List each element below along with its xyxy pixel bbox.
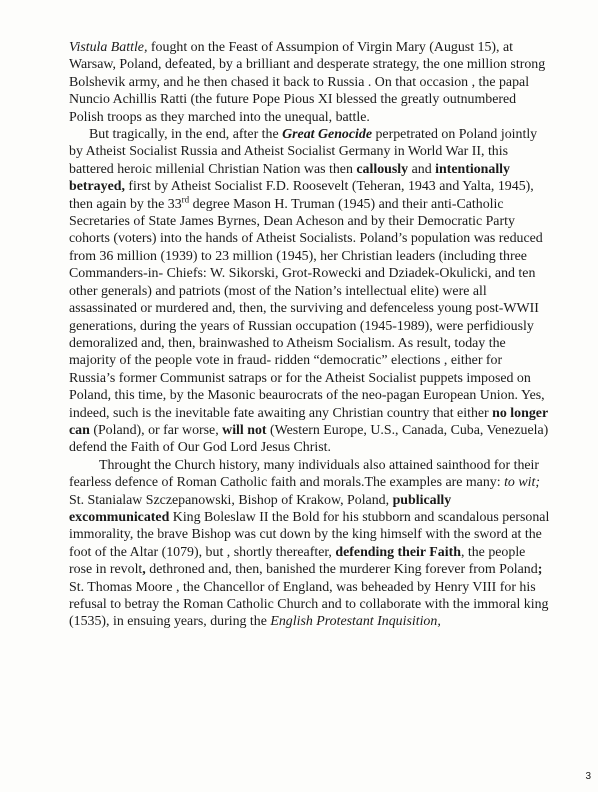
text-run: rd <box>181 194 190 205</box>
text-run: intentionally betrayed, <box>69 161 510 195</box>
text-run: Great Genocide <box>282 127 373 143</box>
text-run: King Boleslaw II the Bold for his stubborn and scandalous personal immorality, the brave Bishop was cut down by the king himself with the sword at the foot of the Altar (1079), but , shortly thereafter, <box>69 509 550 560</box>
text-run: publically excommunicated <box>69 492 452 525</box>
text-run: (Poland), or far worse, <box>89 422 223 438</box>
text-run: , <box>142 562 146 578</box>
text-run: defending their Faith <box>335 544 461 560</box>
text-run: Throught the Church history, many individuals also attained sainthood for their fearless defence of Roman Catholic faith and morals.The examples are many: <box>69 457 540 491</box>
text-run: to wit; <box>504 475 540 491</box>
paragraph-saints <box>69 492 550 631</box>
page-number: 3 <box>585 771 591 782</box>
page-body <box>69 39 550 631</box>
paragraph-vistula-battle <box>69 39 550 126</box>
text-run: St. Stanialaw Szczepanowski, Bishop of Krakow, Poland, <box>69 492 393 508</box>
text-run: and <box>408 161 436 177</box>
text-run: fought on the Feast of Assumpion of Virgin Mary (August 15), at Warsaw, Poland, defeated, by a brilliant and desperate strategy, the one million strong Bolshevik army, and he then chased it back to Russia . On that occasion , the papal Nuncio Achillis Ratti (the future Pope Pious XI blessed the greatly outnumbered Polish troops as they marched into the unequal, battle. <box>69 40 546 125</box>
text-run: will not <box>222 422 267 438</box>
text-run: dethroned and, then, banished the murderer King forever from Poland <box>145 562 538 578</box>
text-run: English Protestant Inquisition, <box>270 614 441 630</box>
text-run: (Western Europe, U.S., Canada, Cuba, Venezuela) defend the Faith of Our God Lord Jesus Christ. <box>69 422 549 456</box>
text-run: Vistula Battle, <box>69 40 148 55</box>
text-run: first by Atheist Socialist F.D. Roosevelt (Teheran, 1943 and Yalta, 1945), then again by the 33 <box>69 179 534 212</box>
text-run: degree Mason H. Truman (1945) and their anti-Catholic Secretaries of State James Byrnes, Dean Acheson and by their Democratic Party cohorts (voters) into the hands of Atheist Socialists. Poland’s population was reduced from 36 million (1939) to 23 million (1945), her Christian leaders (including three Commanders-in- Chiefs: W. Sikorski, Grot-Rowecki and Dziadek-Okulicki, and ten other generals) and patriots (most of the Nation’s intellectual elite) were all assassinated or murdered and, then, the surviving and defenceless young post-WWII generations, during the years of Russian occupation (1945-1989), were perfidiously demoralized and, then, brainwashed to Atheism Socialism. As result, today the majority of the people vote in fraud- ridden “democratic” elections , either for Russia’s former Communist satraps or for the Atheist Socialist puppets imposed on Poland, this time, by the Masonic beaurocrats of the neo-pagan European Union. Yes, indeed, such is the inevitable fate awaiting any Christian country that either <box>69 196 545 421</box>
text-run: ; <box>537 562 543 578</box>
text-run: But tragically, in the end, after the <box>89 127 283 143</box>
text-run: St. Thomas Moore , the Chancellor of England, was beheaded by Henry VIII for his refusal to betray the Roman Catholic Church and to collaborate with the immoral king (1535), in ensuing years, during the <box>69 579 549 630</box>
text-run: no longer can <box>69 405 548 438</box>
text-run: callously <box>356 161 409 177</box>
paragraph-great-genocide <box>69 126 550 457</box>
text-run: perpetrated on Poland jointly by Atheist Socialist Russia and Atheist Socialist Germany in World War II, this battered heroic millenial Christian Nation was then <box>69 127 538 177</box>
paragraph-church-history <box>69 457 550 492</box>
text-run: , the people rose in revolt <box>69 544 526 578</box>
